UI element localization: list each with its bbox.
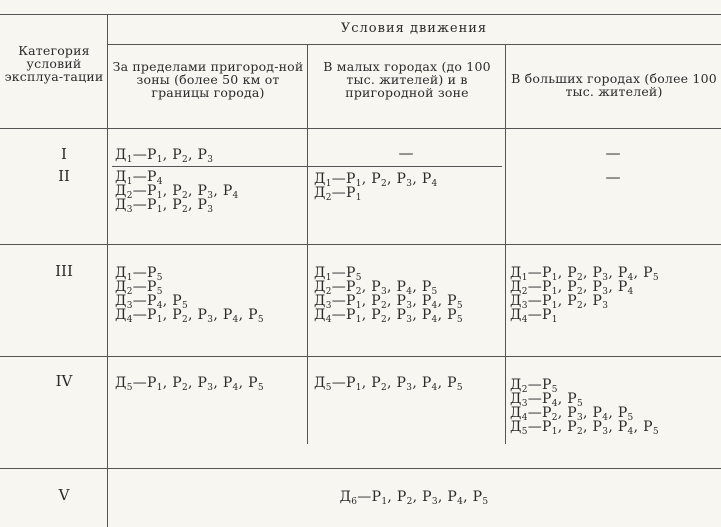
cell-I-large: — — [605, 144, 621, 162]
header-col-large: В больших городах (более 100 тыс. жителей) — [511, 71, 717, 99]
cell-I-small: — — [398, 144, 414, 162]
rule-line: $Д_3—Р_1$, $Р_2$, $Р_3$ — [115, 197, 214, 215]
cell-II-small — [314, 171, 438, 203]
cell-IV-large — [510, 377, 659, 437]
cell-III-small — [314, 265, 463, 325]
category-II: II — [58, 167, 70, 185]
rule-line: $Д_3—Р_4$, $Р_5$ — [115, 293, 189, 311]
rule-under-conditions — [107, 44, 721, 45]
rule-line: $Д_1—Р_5$ — [314, 265, 362, 283]
cell-V-all — [107, 489, 721, 507]
rule-line: $Д_2—Р_1$, $Р_2$, $Р_3$, $Р_4$ — [510, 279, 634, 297]
category-V: V — [58, 486, 70, 504]
rule-line: $Д_1—Р_1$, $Р_2$, $Р_3$ — [115, 147, 214, 165]
rule-line: $Д_2—Р_5$ — [115, 279, 163, 297]
rule-line: $Д_5—Р_1$, $Р_2$, $Р_3$, $Р_4$, $Р_5$ — [115, 375, 264, 393]
rule-III-IV — [0, 356, 721, 357]
cell-III-large — [510, 265, 659, 325]
category-IV: IV — [55, 372, 73, 390]
rule-line: $Д_1—Р_4$ — [115, 169, 163, 187]
rule-II-III — [0, 244, 721, 245]
rule-line: $Д_2—Р_2$, $Р_3$, $Р_4$, $Р_5$ — [314, 279, 438, 297]
cell-I-suburban — [115, 147, 214, 165]
rule-line: $Д_3—Р_1$, $Р_2$, $Р_3$ — [510, 293, 609, 311]
cell-II-suburban — [115, 169, 239, 215]
header-category: Категория условий эксплуа-тации — [4, 43, 104, 84]
header-conditions: Условия движения — [340, 21, 488, 36]
cell-II-large: — — [605, 168, 621, 186]
rule-line: $Д_1—Р_5$ — [115, 265, 163, 283]
rule-line: $Д_1—Р_1$, $Р_2$, $Р_3$, $Р_4$ — [314, 171, 438, 189]
rule-line: $Д_3—Р_1$, $Р_2$, $Р_3$, $Р_4$, $Р_5$ — [314, 293, 463, 311]
rule-line: $Д_6—Р_1$, $Р_2$, $Р_3$, $Р_4$, $Р_5$ — [339, 489, 489, 507]
rule-line: $Д_2—Р_1$ — [314, 185, 362, 203]
rule-header-bottom — [0, 128, 721, 129]
category-III: III — [55, 262, 73, 280]
rule-IV-V — [0, 468, 721, 469]
rule-I-II — [112, 166, 502, 167]
cell-III-suburban — [115, 265, 264, 325]
cell-IV-suburban — [115, 375, 264, 393]
category-I: I — [61, 145, 67, 163]
rule-line: $Д_4—Р_2$, $Р_3$, $Р_4$, $Р_5$ — [510, 405, 634, 423]
rule-line: $Д_4—Р_1$, $Р_2$, $Р_3$, $Р_4$, $Р_5$ — [115, 307, 264, 325]
cell-IV-small — [314, 375, 463, 393]
rule-line: $Д_5—Р_1$, $Р_2$, $Р_3$, $Р_4$, $Р_5$ — [314, 375, 463, 393]
header-col-suburban: За пределами пригород-ной зоны (более 50 км от границы города) — [112, 59, 304, 100]
rule-line: $Д_2—Р_5$ — [510, 377, 558, 395]
rule-line: $Д_1—Р_1$, $Р_2$, $Р_3$, $Р_4$, $Р_5$ — [510, 265, 659, 283]
header-col-small: В малых городах (до 100 тыс. жителей) и в пригородной зоне — [323, 59, 491, 100]
rule-top — [0, 14, 721, 15]
rule-line: $Д_4—Р_1$, $Р_2$, $Р_3$, $Р_4$, $Р_5$ — [314, 307, 463, 325]
rule-line: $Д_2—Р_1$, $Р_2$, $Р_3$, $Р_4$ — [115, 183, 239, 201]
rule-line: $Д_4—Р_1$ — [510, 307, 558, 325]
rule-line: $Д_5—Р_1$, $Р_2$, $Р_3$, $Р_4$, $Р_5$ — [510, 419, 659, 437]
rule-line: $Д_3—Р_4$, $Р_5$ — [510, 391, 584, 409]
